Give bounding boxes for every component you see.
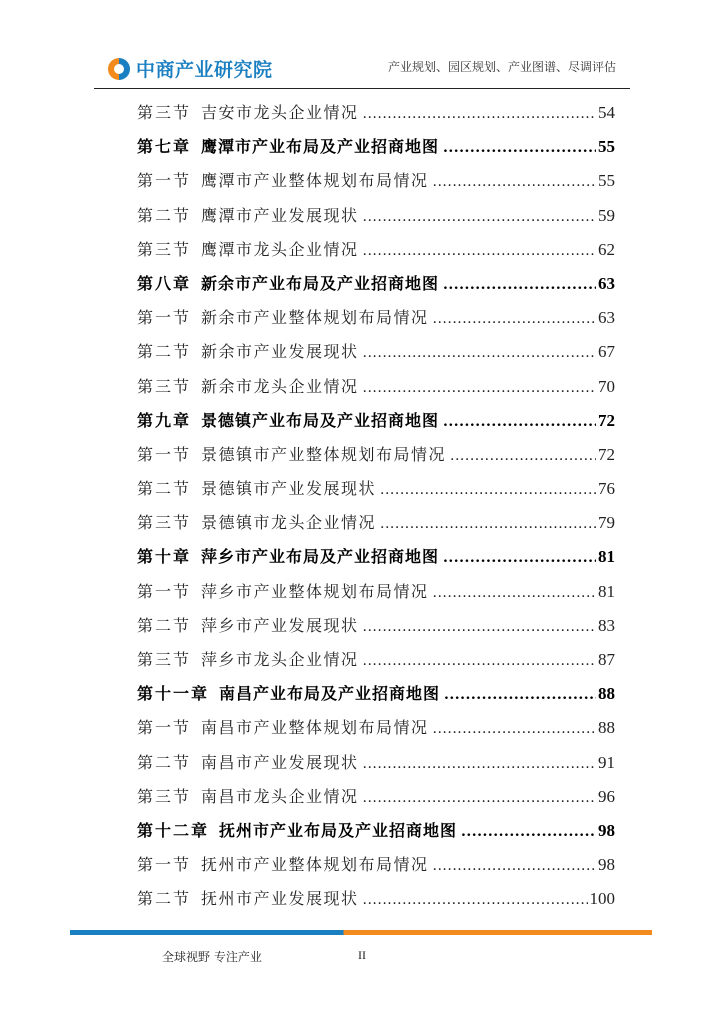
toc-entry-page: 55: [598, 171, 615, 191]
toc-dot-leader: [433, 712, 596, 746]
toc-entry-number: 第八章: [137, 273, 192, 293]
toc-dot-leader: [433, 165, 596, 199]
logo-text: 中商产业研究院: [136, 59, 273, 81]
toc-dot-leader: [433, 849, 596, 883]
toc-dot-leader: [363, 747, 596, 781]
toc-entry-page: 72: [598, 444, 615, 464]
toc-section-entry[interactable]: [137, 746, 615, 780]
toc-dot-leader: [363, 234, 596, 268]
toc-entry-number: 第一节: [137, 171, 192, 191]
toc-entry-number: 第二节: [137, 205, 192, 225]
toc-section-entry[interactable]: [137, 609, 615, 643]
table-of-contents: [137, 96, 615, 917]
toc-entry-title: 景德镇市产业整体规划布局情况: [201, 444, 447, 464]
toc-entry-page: 63: [598, 273, 615, 293]
toc-entry-title: 鹰潭市龙头企业情况: [201, 239, 359, 259]
toc-entry-number: 第二节: [137, 479, 192, 499]
toc-entry-number: 第二节: [137, 615, 192, 635]
toc-dot-leader: [443, 131, 596, 165]
toc-entry-title: 景德镇市产业发展现状: [201, 479, 377, 499]
toc-entry-page: 76: [598, 479, 615, 499]
toc-entry-page: 88: [598, 718, 615, 738]
toc-entry-title: 萍乡市龙头企业情况: [201, 650, 359, 669]
toc-entry-number: 第三节: [137, 103, 192, 122]
toc-entry-title: 南昌市龙头企业情况: [201, 786, 359, 806]
toc-dot-leader: [450, 439, 596, 473]
toc-entry-page: 59: [598, 205, 615, 225]
toc-dot-leader: [380, 473, 596, 507]
toc-entry-number: 第三节: [137, 513, 192, 533]
toc-entry-page: 81: [598, 581, 615, 601]
footer-slogan: 全球视野 专注产业: [162, 950, 262, 964]
toc-entry-title: 南昌产业布局及产业招商地图: [219, 684, 441, 704]
toc-entry-number: 第三节: [137, 786, 192, 806]
toc-entry-title: 南昌市产业发展现状: [201, 752, 359, 772]
toc-entry-page: 98: [598, 855, 615, 875]
toc-section-entry[interactable]: [137, 335, 615, 369]
toc-dot-leader: [443, 541, 596, 575]
toc-section-entry[interactable]: [137, 438, 615, 472]
toc-section-entry[interactable]: [137, 301, 615, 335]
toc-dot-leader: [363, 200, 596, 234]
toc-chapter-entry[interactable]: [137, 540, 615, 574]
toc-section-entry[interactable]: [137, 370, 615, 404]
toc-section-entry[interactable]: [137, 711, 615, 745]
toc-entry-page: 70: [598, 376, 615, 396]
toc-entry-page: 54: [598, 103, 615, 122]
toc-dot-leader: [363, 883, 588, 917]
toc-entry-title: 景德镇产业布局及产业招商地图: [201, 410, 440, 430]
toc-entry-number: 第二节: [137, 889, 192, 909]
toc-section-entry[interactable]: [137, 575, 615, 609]
toc-dot-leader: [363, 781, 596, 815]
toc-entry-title: 鹰潭市产业布局及产业招商地图: [201, 137, 440, 157]
toc-entry-title: 抚州市产业发展现状: [201, 889, 359, 909]
toc-entry-title: 鹰潭市产业整体规划布局情况: [201, 171, 429, 191]
header-divider: [94, 88, 630, 89]
toc-entry-title: 吉安市龙头企业情况: [201, 103, 359, 122]
toc-entry-page: 62: [598, 239, 615, 259]
toc-entry-page: 72: [598, 410, 615, 430]
toc-entry-title: 萍乡市产业布局及产业招商地图: [201, 547, 440, 567]
toc-dot-leader: [363, 336, 596, 370]
toc-dot-leader: [380, 507, 596, 541]
toc-entry-number: 第二节: [137, 342, 192, 362]
toc-chapter-entry[interactable]: [137, 404, 615, 438]
toc-entry-page: 55: [598, 137, 615, 157]
toc-entry-title: 抚州市产业整体规划布局情况: [201, 855, 429, 875]
toc-entry-title: 新余市产业发展现状: [201, 342, 359, 362]
toc-entry-number: 第一节: [137, 855, 192, 875]
toc-entry-number: 第二节: [137, 752, 192, 772]
toc-entry-page: 88: [598, 684, 615, 704]
toc-entry-number: 第十一章: [137, 684, 210, 704]
footer-page-number: II: [358, 948, 366, 962]
toc-entry-title: 新余市产业整体规划布局情况: [201, 308, 429, 328]
toc-entry-page: 79: [598, 513, 615, 533]
toc-chapter-entry[interactable]: [137, 130, 615, 164]
toc-chapter-entry[interactable]: [137, 267, 615, 301]
toc-entry-page: 98: [598, 820, 615, 840]
toc-entry-number: 第三节: [137, 239, 192, 259]
toc-entry-page: 91: [598, 752, 615, 772]
toc-entry-number: 第七章: [137, 137, 192, 157]
toc-entry-title: 鹰潭市产业发展现状: [201, 205, 359, 225]
toc-entry-title: 新余市产业布局及产业招商地图: [201, 273, 440, 293]
header-tagline: 产业规划、园区规划、产业图谱、尽调评估: [387, 60, 616, 74]
toc-dot-leader: [443, 405, 596, 439]
toc-entry-title: 萍乡市产业发展现状: [201, 615, 359, 635]
toc-chapter-entry[interactable]: [137, 814, 615, 848]
page-header: [0, 0, 724, 96]
toc-entry-number: 第十章: [137, 547, 192, 567]
toc-entry-number: 第三节: [137, 376, 192, 396]
toc-dot-leader: [433, 576, 596, 610]
toc-dot-leader: [443, 268, 596, 302]
toc-entry-page: 63: [598, 308, 615, 328]
toc-entry-number: 第十二章: [137, 820, 210, 840]
toc-dot-leader: [363, 644, 596, 678]
toc-entry-title: 景德镇市龙头企业情况: [201, 513, 377, 533]
toc-dot-leader: [461, 815, 596, 849]
toc-section-entry[interactable]: [137, 233, 615, 267]
toc-dot-leader: [363, 97, 596, 131]
toc-entry-page: 96: [598, 786, 615, 806]
toc-chapter-entry[interactable]: [137, 677, 615, 711]
toc-entry-title: 南昌市产业整体规划布局情况: [201, 718, 429, 738]
toc-dot-leader: [363, 610, 596, 644]
toc-section-entry[interactable]: [137, 643, 615, 677]
toc-section-entry[interactable]: [137, 164, 615, 198]
toc-entry-number: 第九章: [137, 410, 192, 430]
toc-entry-number: 第一节: [137, 581, 192, 601]
toc-section-entry[interactable]: [137, 199, 615, 233]
toc-entry-number: 第三节: [137, 650, 192, 669]
toc-entry-number: 第一节: [137, 718, 192, 738]
toc-entry-title: 萍乡市产业整体规划布局情况: [201, 581, 429, 601]
toc-section-entry[interactable]: [137, 96, 615, 130]
toc-dot-leader: [433, 302, 596, 336]
logo-mark-icon: [108, 58, 130, 80]
toc-entry-page: 81: [598, 547, 615, 567]
toc-section-entry[interactable]: [137, 506, 615, 540]
toc-entry-title: 抚州市产业布局及产业招商地图: [219, 820, 458, 840]
toc-entry-page: 83: [598, 615, 615, 635]
toc-entry-title: 新余市龙头企业情况: [201, 376, 359, 396]
toc-dot-leader: [444, 678, 596, 712]
toc-entry-number: 第一节: [137, 444, 192, 464]
toc-entry-page: 100: [589, 889, 615, 909]
toc-section-entry[interactable]: [137, 780, 615, 814]
toc-dot-leader: [363, 371, 596, 405]
logo: [108, 55, 273, 82]
toc-section-entry[interactable]: [137, 848, 615, 882]
toc-entry-page: 67: [598, 342, 615, 362]
toc-section-entry[interactable]: [137, 882, 615, 916]
toc-section-entry[interactable]: [137, 472, 615, 506]
toc-entry-page: 87: [598, 650, 615, 669]
footer-divider: [70, 930, 652, 935]
toc-entry-number: 第一节: [137, 308, 192, 328]
